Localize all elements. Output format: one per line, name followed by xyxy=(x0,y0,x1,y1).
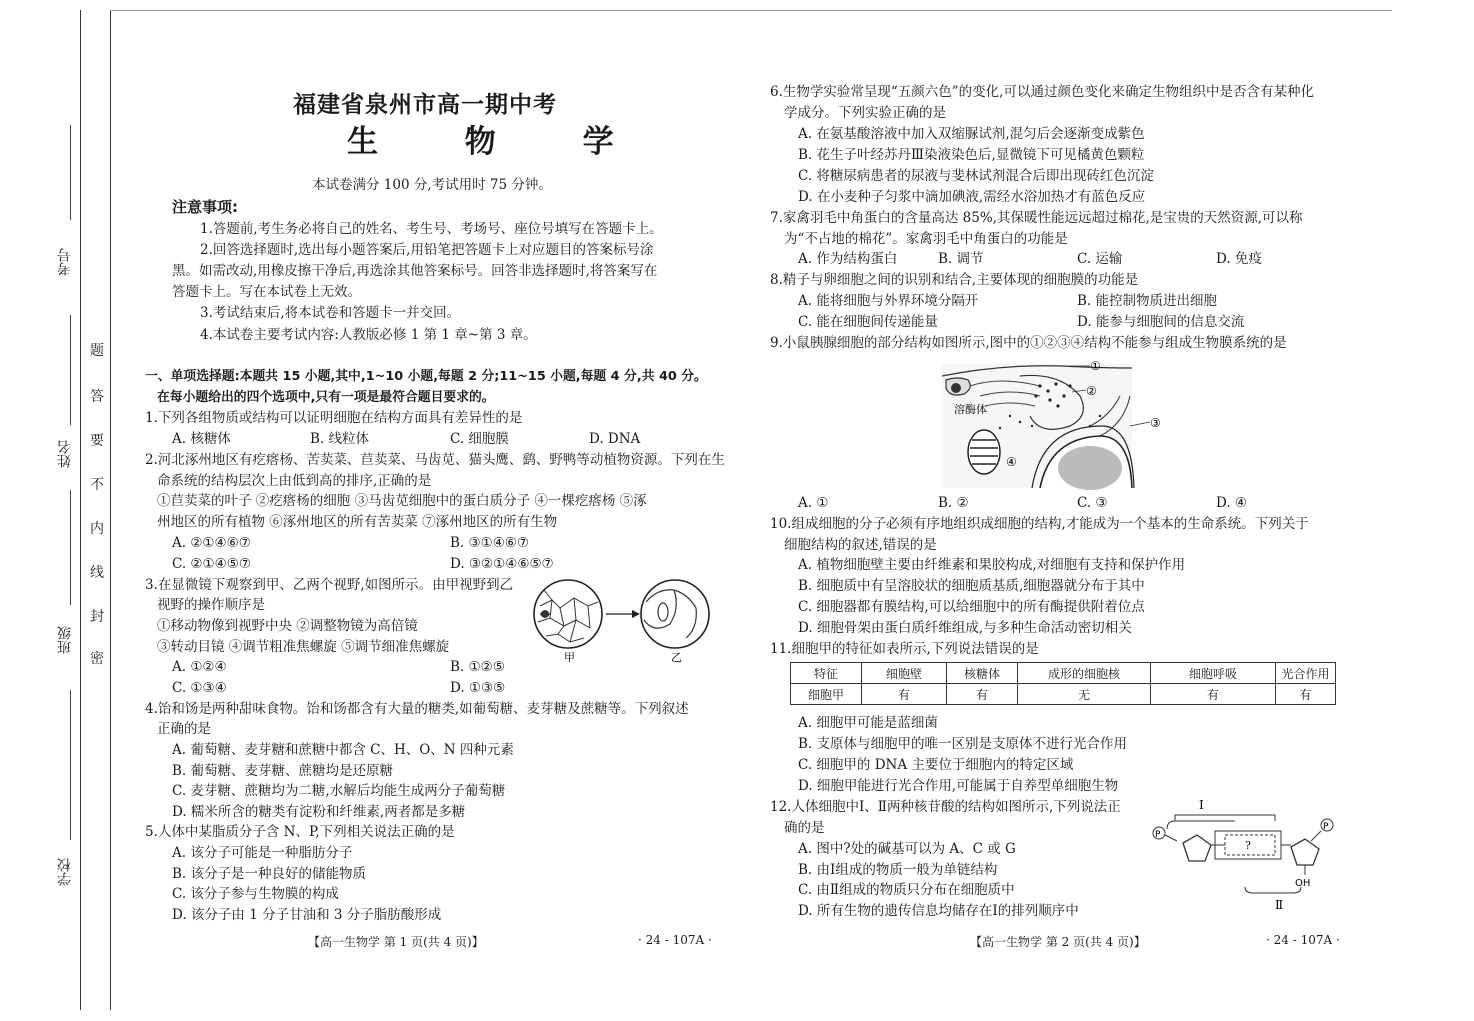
q12-stem: 12.人体细胞中Ⅰ、Ⅱ两种核苷酸的结构如图所示,下列说法正 xyxy=(770,799,1121,815)
q4-stem: 4.饴和饧是两种甜味食物。饴和饧都含有大量的糖类,如葡萄糖、麦芽糖及蔗糖等。下列叙述 xyxy=(145,701,689,717)
seal-char: 线 xyxy=(90,565,104,581)
seal-char: 题 xyxy=(90,343,104,359)
q7-stem: 7.家禽羽毛中角蛋白的含量高达 85%,其保暖性能远远超过棉花,是宝贵的天然资源,可以称 xyxy=(770,210,1303,226)
table-cell: 无 xyxy=(1018,684,1151,705)
notice-line: 1.答题前,考生务必将自己的姓名、考生号、考场号、座位号填写在答题卡上。 xyxy=(200,221,663,237)
q1-option-d[interactable]: D. DNA xyxy=(589,431,641,447)
q10-option-c[interactable]: C. 细胞器都有膜结构,可以给细胞中的所有酶提供附着位点 xyxy=(798,599,1145,615)
q8-option-d[interactable]: D. 能参与细胞间的信息交流 xyxy=(1077,314,1245,330)
q9-option-a[interactable]: A. ① xyxy=(798,495,829,511)
q1-option-a[interactable]: A. 核糖体 xyxy=(172,431,231,447)
q3-stem: 3.在显微镜下观察到甲、乙两个视野,如图所示。由甲视野到乙 xyxy=(145,577,514,593)
q12-option-a[interactable]: A. 图中?处的碱基可以为 A、C 或 G xyxy=(798,841,1016,857)
lysosome-label: 溶酶体 xyxy=(954,403,987,416)
q3-option-b[interactable]: B. ①②⑤ xyxy=(450,659,505,675)
figure-label-b: 乙 xyxy=(671,651,682,664)
q3-option-a[interactable]: A. ①②④ xyxy=(172,659,227,675)
notice-line: 4.本试卷主要考试内容:人教版必修 1 第 1 章~第 3 章。 xyxy=(200,327,537,343)
exam-info: 本试卷满分 100 分,考试用时 75 分钟。 xyxy=(312,177,552,193)
q2-stem: 2.河北涿州地区有疙瘩杨、苦荬菜、苣荬菜、马齿苋、猫头鹰、鹞、野鸭等动植物资源。下列在生 xyxy=(145,452,725,468)
label-ii: Ⅱ xyxy=(1275,898,1284,912)
q7-option-c[interactable]: C. 运输 xyxy=(1077,251,1123,267)
q9-stem: 9.小鼠胰腺细胞的部分结构如图所示,图中的①②③④结构不能参与组成生物膜系统的是 xyxy=(770,335,1287,351)
table-cell: 有 xyxy=(862,684,947,705)
q3-list-2: ③转动目镜 ④调节粗准焦螺旋 ⑤调节细准焦螺旋 xyxy=(157,639,450,655)
section-heading-2: 在每小题给出的四个选项中,只有一项是最符合题目要求的。 xyxy=(157,390,495,405)
school-blank[interactable] xyxy=(70,690,71,840)
q5-option-c[interactable]: C. 该分子参与生物膜的构成 xyxy=(172,886,339,902)
q7-option-d[interactable]: D. 免疫 xyxy=(1216,251,1262,267)
q1-option-c[interactable]: C. 细胞膜 xyxy=(450,431,509,447)
notice-line: 答题卡上。写在本试卷上无效。 xyxy=(172,284,361,300)
q2-stem-2: 命系统的结构层次上由低到高的排序,正确的是 xyxy=(157,473,432,489)
q8-option-a[interactable]: A. 能将细胞与外界环境分隔开 xyxy=(798,293,979,309)
q4-option-d[interactable]: D. 糯米所含的糖类有淀粉和纤维素,两者都是多糖 xyxy=(172,804,466,820)
footer-code-right: · 24 - 107A · xyxy=(1266,933,1340,947)
q4-option-a[interactable]: A. 葡萄糖、麦芽糖和蔗糖中都含 C、H、O、N 四种元素 xyxy=(172,742,514,758)
q8-option-b[interactable]: B. 能控制物质进出细胞 xyxy=(1077,293,1218,309)
q1-option-b[interactable]: B. 线粒体 xyxy=(310,431,370,447)
q10-stem-2: 细胞结构的叙述,错误的是 xyxy=(784,537,937,553)
q7-option-a[interactable]: A. 作为结构蛋白 xyxy=(798,251,898,267)
q11-stem: 11.细胞甲的特征如表所示,下列说法错误的是 xyxy=(770,641,1039,657)
exam-title: 福建省泉州市高一期中考 xyxy=(293,92,557,118)
exam-no-label: 考号 xyxy=(57,248,73,276)
base-question-label: ? xyxy=(1245,839,1251,852)
q10-stem: 10.组成细胞的分子必须有序地组织成细胞的结构,才能成为一个基本的生命系统。下列关于 xyxy=(770,516,1309,532)
seal-char: 封 xyxy=(90,609,104,625)
section-heading: 一、单项选择题:本题共 15 小题,其中,1~10 小题,每题 2 分;11~15 小题,每题 4 分,共 40 分。 xyxy=(145,369,707,384)
footer-page-info: 【高一生物学 第 1 页(共 4 页)】 xyxy=(308,935,484,949)
marker-1: ① xyxy=(1090,359,1101,373)
label-i: Ⅰ xyxy=(1199,798,1204,812)
q2-option-a[interactable]: A. ②①④⑥⑦ xyxy=(172,535,251,551)
name-blank[interactable] xyxy=(70,315,71,425)
q11-option-d[interactable]: D. 细胞甲能进行光合作用,可能属于自养型单细胞生物 xyxy=(798,778,1119,794)
q6-option-c[interactable]: C. 将糖尿病患者的尿液与斐林试剂混合后即出现砖红色沉淀 xyxy=(798,168,1154,184)
q9-option-d[interactable]: D. ④ xyxy=(1216,495,1248,511)
q7-option-b[interactable]: B. 调节 xyxy=(938,251,984,267)
class-blank[interactable] xyxy=(70,490,71,605)
q10-option-d[interactable]: D. 细胞骨架由蛋白质纤维组成,与多种生命活动密切相关 xyxy=(798,620,1132,636)
q12-stem-2: 确的是 xyxy=(784,820,825,836)
q4-option-c[interactable]: C. 麦芽糖、蔗糖均为二糖,水解后均能生成两分子葡萄糖 xyxy=(172,783,506,799)
q3-option-c[interactable]: C. ①③④ xyxy=(172,680,227,696)
q8-option-c[interactable]: C. 能在细胞间传递能量 xyxy=(798,314,938,330)
table-header-cell: 细胞呼吸 xyxy=(1151,663,1276,684)
q5-stem: 5.人体中某脂质分子含 N、P,下列相关说法正确的是 xyxy=(145,824,455,840)
seal-char: 密 xyxy=(90,651,104,667)
q2-list-2: 州地区的所有植物 ⑥涿州地区的所有苦荬菜 ⑦涿州地区的所有生物 xyxy=(157,514,558,530)
q6-stem: 6.生物学实验常呈现“五颜六色”的变化,可以通过颜色变化来确定生物组织中是否含有某种化 xyxy=(770,84,1314,100)
q2-option-d[interactable]: D. ③②①④⑥⑤⑦ xyxy=(450,556,554,572)
q11-option-c[interactable]: C. 细胞甲的 DNA 主要位于细胞内的特定区域 xyxy=(798,757,1074,773)
q3-option-d[interactable]: D. ①③⑤ xyxy=(450,680,506,696)
q9-option-c[interactable]: C. ③ xyxy=(1077,495,1108,511)
q2-list: ①苣荬菜的叶子 ②疙瘩杨的细胞 ③马齿苋细胞中的蛋白质分子 ④一棵疙瘩杨 ⑤涿 xyxy=(157,493,647,509)
table-cell: 有 xyxy=(1276,684,1336,705)
q4-stem-2: 正确的是 xyxy=(157,721,211,737)
microscope-figure xyxy=(530,576,715,668)
notice-line: 3.考试结束后,将本试卷和答题卡一并交回。 xyxy=(200,305,461,321)
marker-2: ② xyxy=(1086,384,1097,398)
q5-option-a[interactable]: A. 该分子可能是一种脂肪分子 xyxy=(172,845,353,861)
notice-line: 黑。如需改动,用橡皮擦干净后,再选涂其他答案标号。回答非选择题时,将答案写在 xyxy=(172,263,658,279)
name-label: 姓名 xyxy=(57,440,73,468)
notice-title: 注意事项: xyxy=(172,198,238,216)
seal-char: 不 xyxy=(90,477,104,493)
q12-option-d[interactable]: D. 所有生物的遗传信息均储存在Ⅰ的排列顺序中 xyxy=(798,903,1079,919)
q7-stem-2: 为“不占地的棉花”。家禽羽毛中角蛋白的功能是 xyxy=(784,231,1068,247)
table-header-cell: 成形的细胞核 xyxy=(1018,663,1151,684)
phosphate-label-right: P xyxy=(1323,822,1329,832)
marker-3: ③ xyxy=(1150,416,1161,430)
seal-char: 要 xyxy=(90,433,104,449)
q3-list: ①移动物像到视野中央 ②调整物镜为高倍镜 xyxy=(157,618,418,634)
table-header-cell: 核糖体 xyxy=(947,663,1018,684)
class-label: 班级 xyxy=(57,626,73,654)
q12-option-c[interactable]: C. 由Ⅱ组成的物质只分布在细胞质中 xyxy=(798,882,1015,898)
q12-option-b[interactable]: B. 由Ⅰ组成的物质一般为单链结构 xyxy=(798,862,998,878)
table-cell: 有 xyxy=(947,684,1018,705)
q2-option-c[interactable]: C. ②①④⑤⑦ xyxy=(172,556,251,572)
footer-page-info-right: 【高一生物学 第 2 页(共 4 页)】 xyxy=(970,935,1146,949)
notice-line: 2.回答选择题时,选出每小题答案后,用铅笔把答题卡上对应题目的答案标号涂 xyxy=(200,242,654,258)
subject-title: 生 物 学 xyxy=(347,124,652,160)
phosphate-label-left: P xyxy=(1155,830,1161,840)
feature-table xyxy=(790,662,1336,705)
q5-option-d[interactable]: D. 该分子由 1 分子甘油和 3 分子脂肪酸形成 xyxy=(172,907,442,923)
q11-option-a[interactable]: A. 细胞甲可能是蓝细菌 xyxy=(798,715,938,731)
q9-option-b[interactable]: B. ② xyxy=(938,495,969,511)
table-header-row xyxy=(791,663,1336,684)
oh-label: OH xyxy=(1295,878,1311,889)
footer-code: · 24 - 107A · xyxy=(638,933,712,947)
figure-label-a: 甲 xyxy=(564,651,575,664)
seal-char: 内 xyxy=(90,521,104,537)
q6-option-d[interactable]: D. 在小麦种子匀浆中滴加碘液,需经水浴加热才有蓝色反应 xyxy=(798,189,1146,205)
table-row xyxy=(791,684,1336,705)
q5-option-b[interactable]: B. 该分子是一种良好的储能物质 xyxy=(172,866,367,882)
marker-4: ④ xyxy=(1006,455,1017,469)
table-cell: 有 xyxy=(1151,684,1276,705)
exam-no-blank[interactable] xyxy=(70,125,71,220)
q10-option-b[interactable]: B. 细胞质中有呈溶胶状的细胞质基质,细胞器就分布于其中 xyxy=(798,578,1145,594)
seal-char: 答 xyxy=(90,389,104,405)
q2-option-b[interactable]: B. ③①④⑥⑦ xyxy=(450,535,530,551)
table-header-cell: 细胞壁 xyxy=(862,663,947,684)
nucleotide-figure xyxy=(1145,795,1345,915)
q1-stem: 1.下列各组物质或结构可以证明细胞在结构方面具有差异性的是 xyxy=(145,410,523,426)
table-cell: 细胞甲 xyxy=(791,684,862,705)
q10-option-a[interactable]: A. 植物细胞壁主要由纤维素和果胶构成,对细胞有支持和保护作用 xyxy=(798,557,1186,573)
q6-stem-2: 学成分。下列实验正确的是 xyxy=(784,105,946,121)
q4-option-b[interactable]: B. 葡萄糖、麦芽糖、蔗糖均是还原糖 xyxy=(172,763,394,779)
cell-structure-figure xyxy=(940,356,1165,491)
table-header-cell: 光合作用 xyxy=(1276,663,1336,684)
q3-stem-2: 视野的操作顺序是 xyxy=(157,597,265,613)
binding-line-1 xyxy=(80,10,81,1010)
school-label: 学校 xyxy=(57,858,73,886)
table-header-cell: 特征 xyxy=(791,663,862,684)
q6-option-a[interactable]: A. 在氨基酸溶液中加入双缩脲试剂,混匀后会逐渐变成紫色 xyxy=(798,126,1145,142)
q6-option-b[interactable]: B. 花生子叶经苏丹Ⅲ染液染色后,显微镜下可见橘黄色颗粒 xyxy=(798,147,1145,163)
q8-stem: 8.精子与卵细胞之间的识别和结合,主要体现的细胞膜的功能是 xyxy=(770,272,1139,288)
q11-option-b[interactable]: B. 支原体与细胞甲的唯一区别是支原体不进行光合作用 xyxy=(798,736,1128,752)
